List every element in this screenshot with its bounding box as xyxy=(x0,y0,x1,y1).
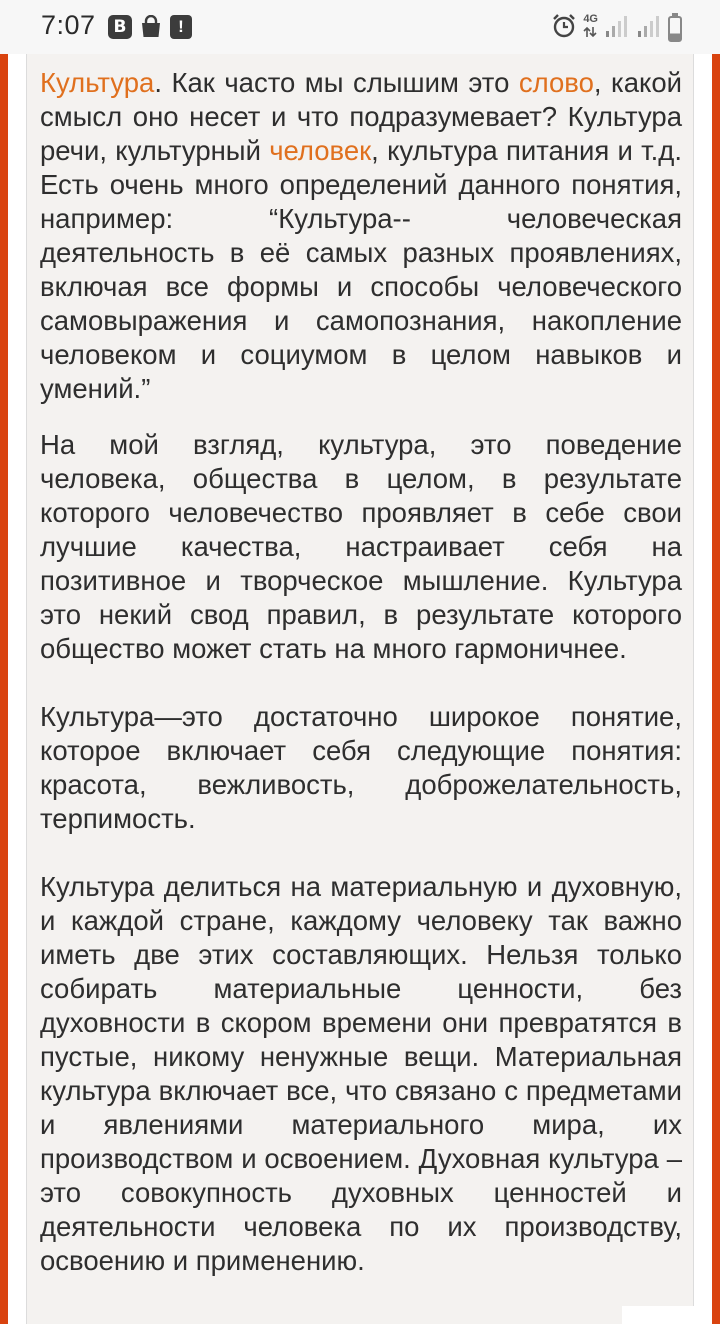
battery-icon xyxy=(668,16,682,42)
status-time: 7:07 xyxy=(41,10,96,40)
right-margin xyxy=(694,54,712,1324)
bottom-corner-tab xyxy=(622,1306,698,1324)
signal-icon xyxy=(636,14,662,43)
signal-icon xyxy=(604,14,630,43)
right-accent-border xyxy=(712,54,720,1324)
link-chelovek[interactable]: человек xyxy=(269,135,372,166)
b-app-icon: B xyxy=(108,15,132,39)
status-bar xyxy=(0,0,720,54)
link-slovo[interactable]: слово xyxy=(518,67,594,98)
paragraph-1-text-c: , культура питания и т.д. Есть очень много определений данного понятия, например: “Культура-- человеческая деятельность в её самых разных проявлениях, включая все формы и способы человеческого самовыражения и самопознания, накопление человеком и социумом в целом навыков и умений.” xyxy=(40,135,682,404)
notification-icons xyxy=(108,15,192,39)
paragraph-2: На мой взгляд, культура, это поведение человека, общества в целом, в результате которого человечество проявляет в себе свои лучшие качества, настраивает себя на позитивное и творческое мышление. Культура это некий свод правил, в результате которого общество может стать на много гармоничнее. xyxy=(40,429,682,664)
network-type: 4G xyxy=(583,13,598,25)
left-accent-border xyxy=(0,54,8,1324)
shopping-bag-icon xyxy=(140,15,162,39)
paragraph-1 xyxy=(40,66,682,406)
left-margin xyxy=(8,54,26,1324)
paragraph-1-text-a: . Как часто мы слышим это xyxy=(154,67,519,98)
network-4g-icon xyxy=(583,14,598,43)
alarm-clock-icon xyxy=(551,13,577,44)
paragraph-4: Культура делиться на материальную и духовную, и каждой стране, каждому человеку так важно иметь две этих составляющих. Нельзя только собирать материальные ценности, без духовности в скором времени они превратятся в пустые, никому ненужные вещи. Материальная культура включает все, что связано с предметами и явлениями материального мира, их производством и освоением. Духовная культура – это совокупность духовных ценностей и деятельности человека по их производству, освоению и применению. xyxy=(40,871,682,1276)
alert-icon: ! xyxy=(170,15,192,39)
paragraph-3: Культура—это достаточно широкое понятие, которое включает себя следующие понятия: красота, вежливость, доброжелательность, терпимость. xyxy=(40,701,682,834)
system-icons xyxy=(551,13,682,44)
link-kultura[interactable]: Культура xyxy=(40,67,155,98)
paragraph-1-text-b: , какой смысл оно несет и что подразумевает? Культура речи, культурный xyxy=(40,67,682,166)
article-content[interactable] xyxy=(26,54,694,1324)
